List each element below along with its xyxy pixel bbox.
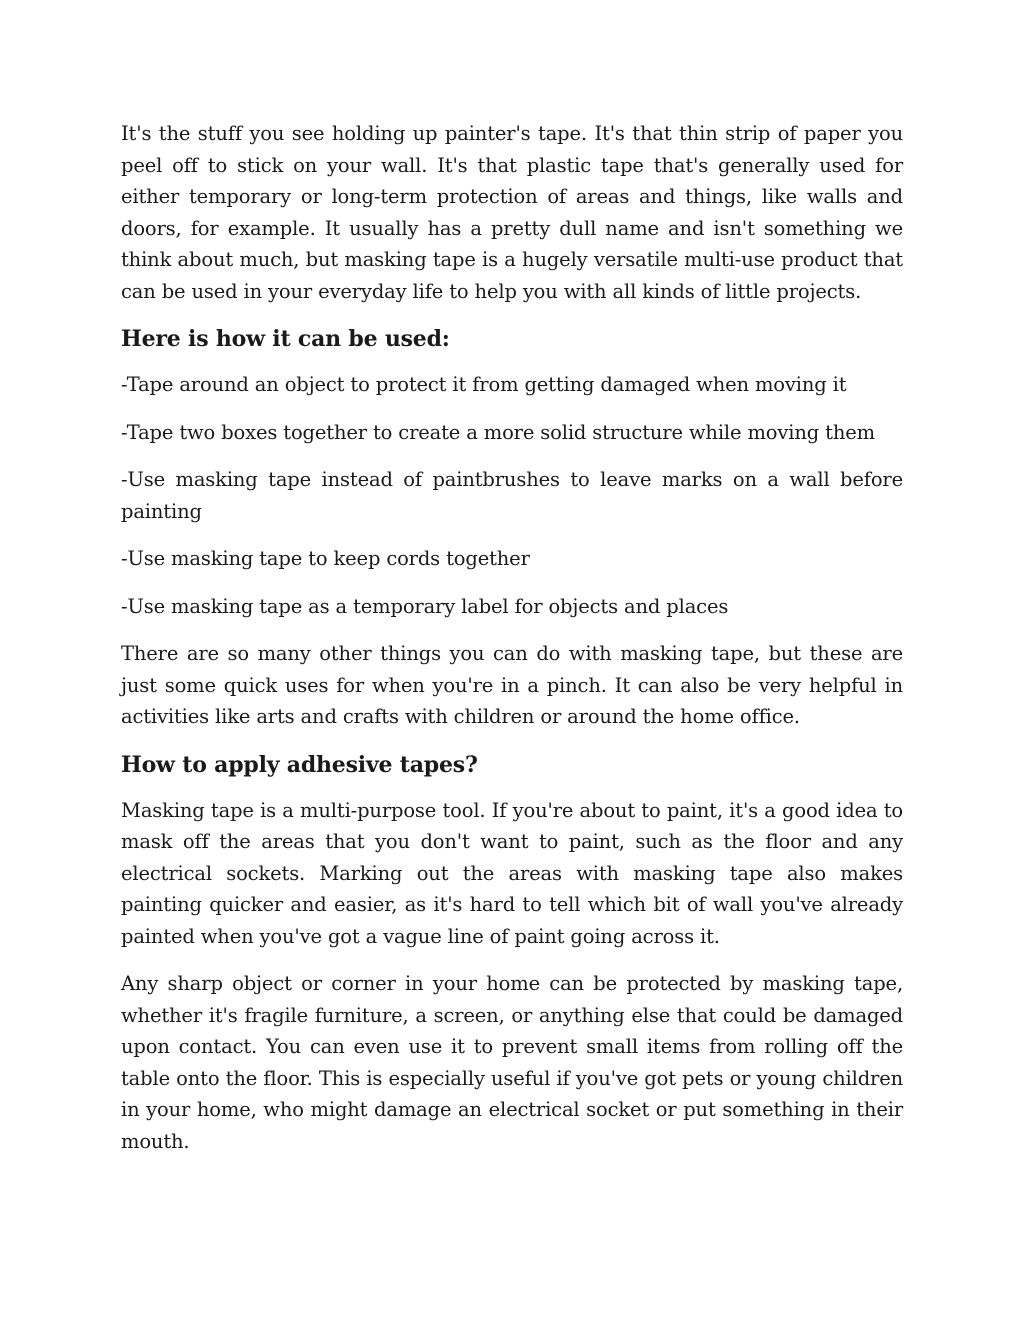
list-item: -Use masking tape instead of paintbrushes to leave marks on a wall before painting [121, 468, 903, 523]
apply-paragraph-1: Masking tape is a multi-purpose tool. If you're about to paint, it's a good idea to mask off the areas that you don't want to paint, such as the floor and any electrical sockets. Marking out the areas with masking tape also makes painting quicker and easier, as it's hard to tell which bit of wall you've already painted when you've got a vague line of paint going across it. [121, 798, 903, 948]
list-item: -Use masking tape as a temporary label for objects and places [121, 594, 729, 618]
list-item: -Tape two boxes together to create a more solid structure while moving them [121, 420, 875, 444]
apply-paragraph-2: Any sharp object or corner in your home can be protected by masking tape, whether it's fragile furniture, a screen, or anything else that could be damaged upon contact. You can even use it to prevent small items from rolling off the table onto the floor. This is especially useful if you've got pets or young children in your home, who might damage an electrical socket or put something in their mouth. [121, 972, 903, 1153]
apply-heading: How to apply adhesive tapes? [121, 751, 478, 778]
intro-paragraph: It's the stuff you see holding up painter's tape. It's that thin strip of paper you peel off to stick on your wall. It's that plastic tape that's generally used for either temporary or long-term protection of areas and things, like walls and doors, for example. It usually has a pretty dull name and isn't something we think about much, but masking tape is a hugely versatile multi-use product that can be used in your everyday life to help you with all kinds of little projects. [121, 122, 903, 303]
document-page [121, 118, 903, 1173]
list-item: -Use masking tape to keep cords together [121, 547, 530, 570]
uses-list [121, 369, 903, 622]
list-item: -Tape around an object to protect it from getting damaged when moving it [121, 373, 847, 396]
uses-heading: Here is how it can be used: [121, 326, 450, 352]
uses-summary-paragraph: There are so many other things you can do with masking tape, but these are just some quick uses for when you're in a pinch. It can also be very helpful in activities like arts and crafts with children or around the home office. [121, 642, 903, 728]
